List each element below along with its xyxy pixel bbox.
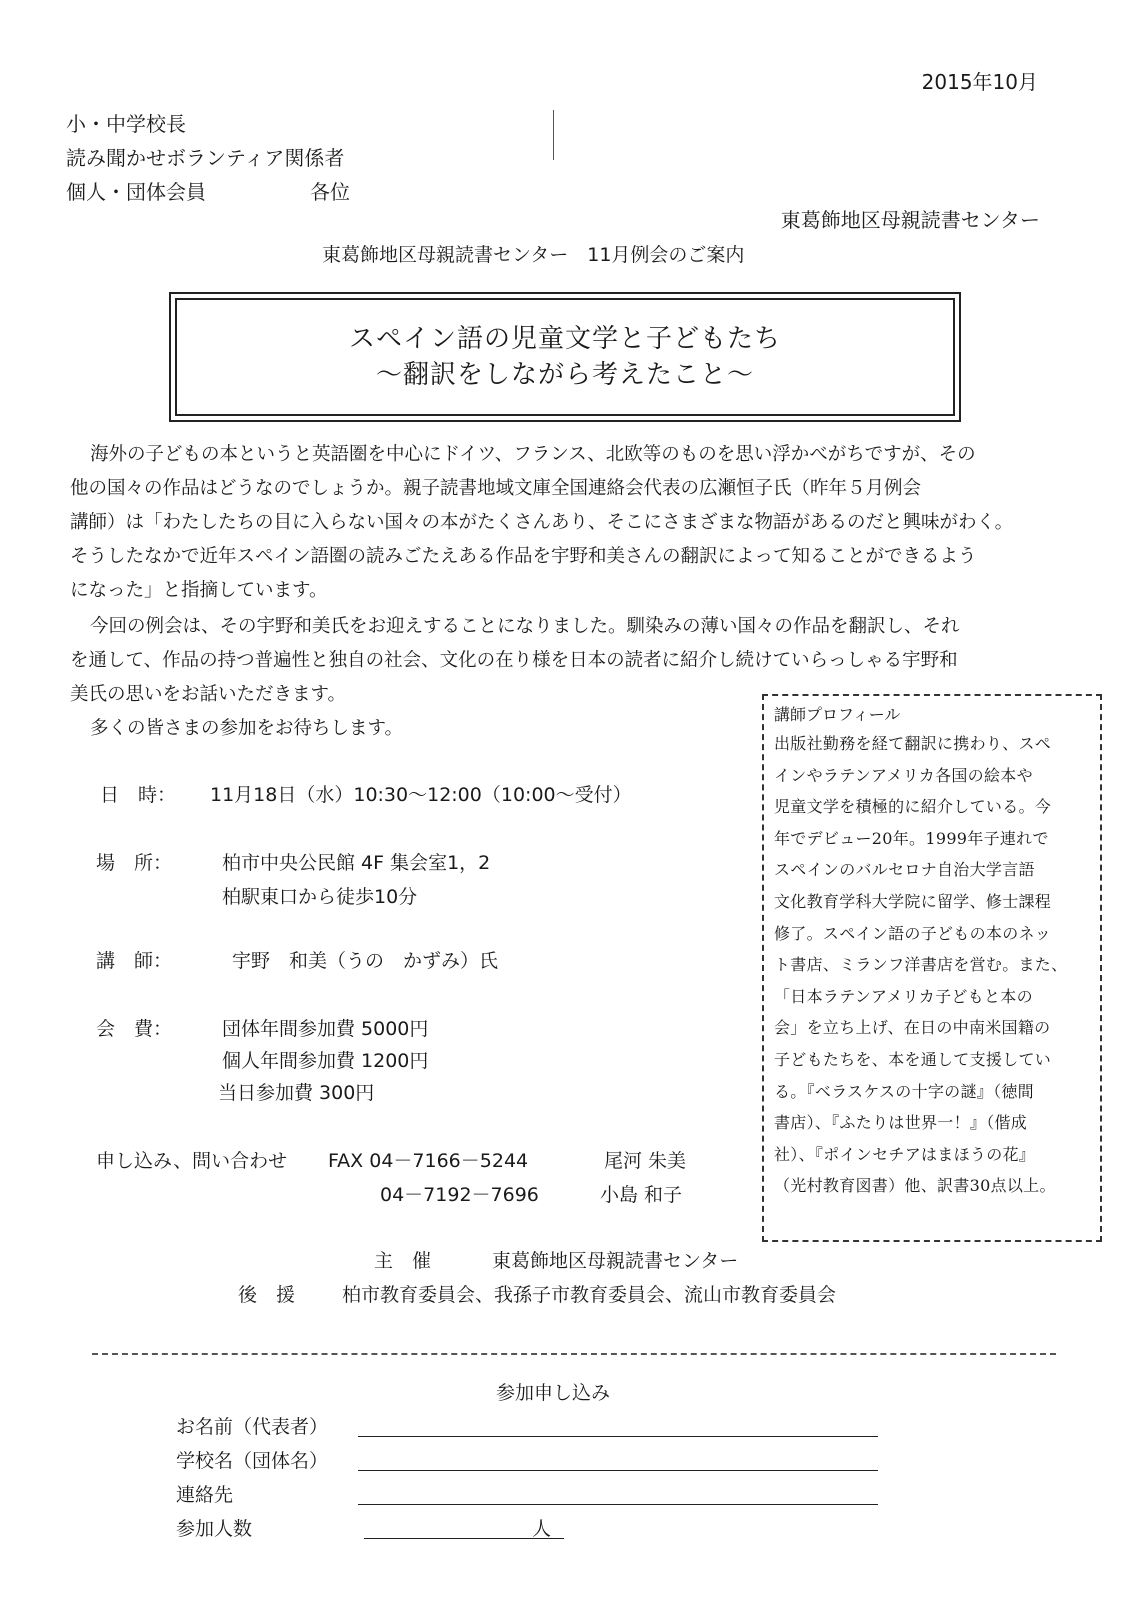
profile-line: 児童文学を積極的に紹介している。今 xyxy=(774,797,1052,817)
host-value: 東葛飾地区母親読書センター xyxy=(492,1250,739,1272)
recipient-honorific: 各位 xyxy=(310,180,350,204)
place-label: 場 所： xyxy=(96,852,173,874)
form-school-label: 学校名（団体名） xyxy=(176,1450,329,1472)
profile-line: る。『ベラスケスの十字の謎』（徳間 xyxy=(774,1081,1034,1101)
lecturer-value: 宇野 和美（うの かずみ）氏 xyxy=(232,950,499,972)
body-line: 多くの皆さまの参加をお待ちします。 xyxy=(90,718,404,739)
profile-line: 「日本ラテンアメリカ子どもと本の xyxy=(774,986,1033,1006)
contact-phone: 04－7192－7696 xyxy=(380,1184,539,1206)
lecture-title: スペイン語の児童文学と子どもたち xyxy=(348,324,781,354)
lecturer-profile-box xyxy=(762,694,1102,1242)
margin-mark xyxy=(553,110,554,160)
title-box-inner xyxy=(175,298,955,416)
form-title: 参加申し込み xyxy=(496,1382,611,1404)
announcement-heading: 東葛飾地区母親読書センター 11月例会のご案内 xyxy=(322,244,745,266)
lecturer-label: 講 師： xyxy=(96,950,173,972)
form-school-field[interactable] xyxy=(358,1470,878,1471)
profile-line: 子どもたちを、本を通して支援してい xyxy=(774,1049,1052,1069)
title-box xyxy=(169,292,961,422)
cut-line xyxy=(92,1353,1056,1355)
support-value: 柏市教育委員会、我孫子市教育委員会、流山市教育委員会 xyxy=(342,1284,837,1306)
profile-line: 会」を立ち上げ、在日の中南米国籍の xyxy=(774,1018,1051,1038)
fee-group: 団体年間参加費 5000円 xyxy=(222,1018,429,1040)
profile-line: 社）、『ポインセチアはまほうの花』 xyxy=(774,1144,1036,1164)
profile-line: スペインのバルセロナ自治大学言語 xyxy=(774,860,1035,880)
body-line: 講師）は「わたしたちの目に入らない国々の本がたくさんあり、そこにさまざまな物語があるのだと興味がわく。 xyxy=(70,512,1014,533)
form-count-label: 参加人数 xyxy=(176,1518,253,1540)
form-contact-field[interactable] xyxy=(358,1504,878,1505)
fee-individual: 個人年間参加費 1200円 xyxy=(222,1050,429,1072)
profile-line: インやラテンアメリカ各国の絵本や xyxy=(774,765,1033,785)
contact-name-2: 小島 和子 xyxy=(600,1184,683,1206)
body-line: 美氏の思いをお話いただきます。 xyxy=(70,684,347,705)
form-contact-label: 連絡先 xyxy=(176,1484,234,1506)
place-value: 柏市中央公民館 4F 集会室1，2 xyxy=(222,852,491,874)
place-access: 柏駅東口から徒歩10分 xyxy=(222,886,418,908)
body-line: を通して、作品の持つ普遍性と独自の社会、文化の在り様を日本の読者に紹介し続けていらっしゃる宇野和 xyxy=(70,650,958,671)
body-line: そうしたなかで近年スペイン語圏の読みごたえある作品を宇野和美さんの翻訳によって知ることができるよう xyxy=(70,546,977,567)
host-label: 主 催 xyxy=(374,1250,432,1272)
support-label: 後 援 xyxy=(238,1284,296,1306)
fee-day: 当日参加費 300円 xyxy=(218,1082,375,1104)
body-line: になった」と指摘しています。 xyxy=(70,580,328,601)
profile-line: 文化教育学科大学院に留学、修士課程 xyxy=(774,891,1052,911)
document-date: 2015年10月 xyxy=(921,70,1038,94)
body-line: 海外の子どもの本というと英語圏を中心にドイツ、フランス、北欧等のものを思い浮かべがちですが、その xyxy=(90,444,976,465)
profile-line: ト書店、ミランフ洋書店を営む。また、 xyxy=(774,955,1068,975)
fee-label: 会 費： xyxy=(96,1018,173,1040)
date-value: 11月18日（水）10:30～12:00（10:00～受付） xyxy=(210,784,632,806)
contact-label: 申し込み、問い合わせ xyxy=(96,1150,288,1172)
sender-organization: 東葛飾地区母親読書センター xyxy=(780,208,1040,232)
form-name-label: お名前（代表者） xyxy=(176,1416,329,1438)
profile-line: 年でデビュー20年。1999年子連れで xyxy=(774,828,1049,848)
form-count-unit: 人 xyxy=(532,1518,552,1540)
body-line: 今回の例会は、その宇野和美氏をお迎えすることになりました。馴染みの薄い国々の作品を翻訳し、それ xyxy=(90,616,960,637)
lecture-subtitle: ～翻訳をしながら考えたこと～ xyxy=(375,360,754,390)
profile-line: （光村教育図書）他、訳書30点以上。 xyxy=(774,1176,1056,1196)
recipient-members: 個人・団体会員 xyxy=(66,180,206,204)
profile-line: 修了。スペイン語の子どもの本のネッ xyxy=(774,923,1052,943)
body-line: 他の国々の作品はどうなのでしょうか。親子読書地域文庫全国連絡会代表の広瀬恒子氏（昨年５月例会 xyxy=(70,478,922,499)
profile-line: 出版社勤務を経て翻訳に携わり、スペ xyxy=(774,734,1052,753)
profile-line: 書店）、『ふたりは世界一！』（偕成 xyxy=(774,1113,1028,1133)
recipient-principals: 小・中学校長 xyxy=(66,112,186,136)
profile-title: 講師プロフィール xyxy=(774,705,901,724)
contact-name-1: 尾河 朱美 xyxy=(604,1150,687,1172)
contact-fax: FAX 04－7166－5244 xyxy=(328,1150,529,1172)
recipient-volunteers: 読み聞かせボランティア関係者 xyxy=(66,146,345,170)
form-name-field[interactable] xyxy=(358,1436,878,1437)
date-label: 日 時： xyxy=(100,784,177,806)
